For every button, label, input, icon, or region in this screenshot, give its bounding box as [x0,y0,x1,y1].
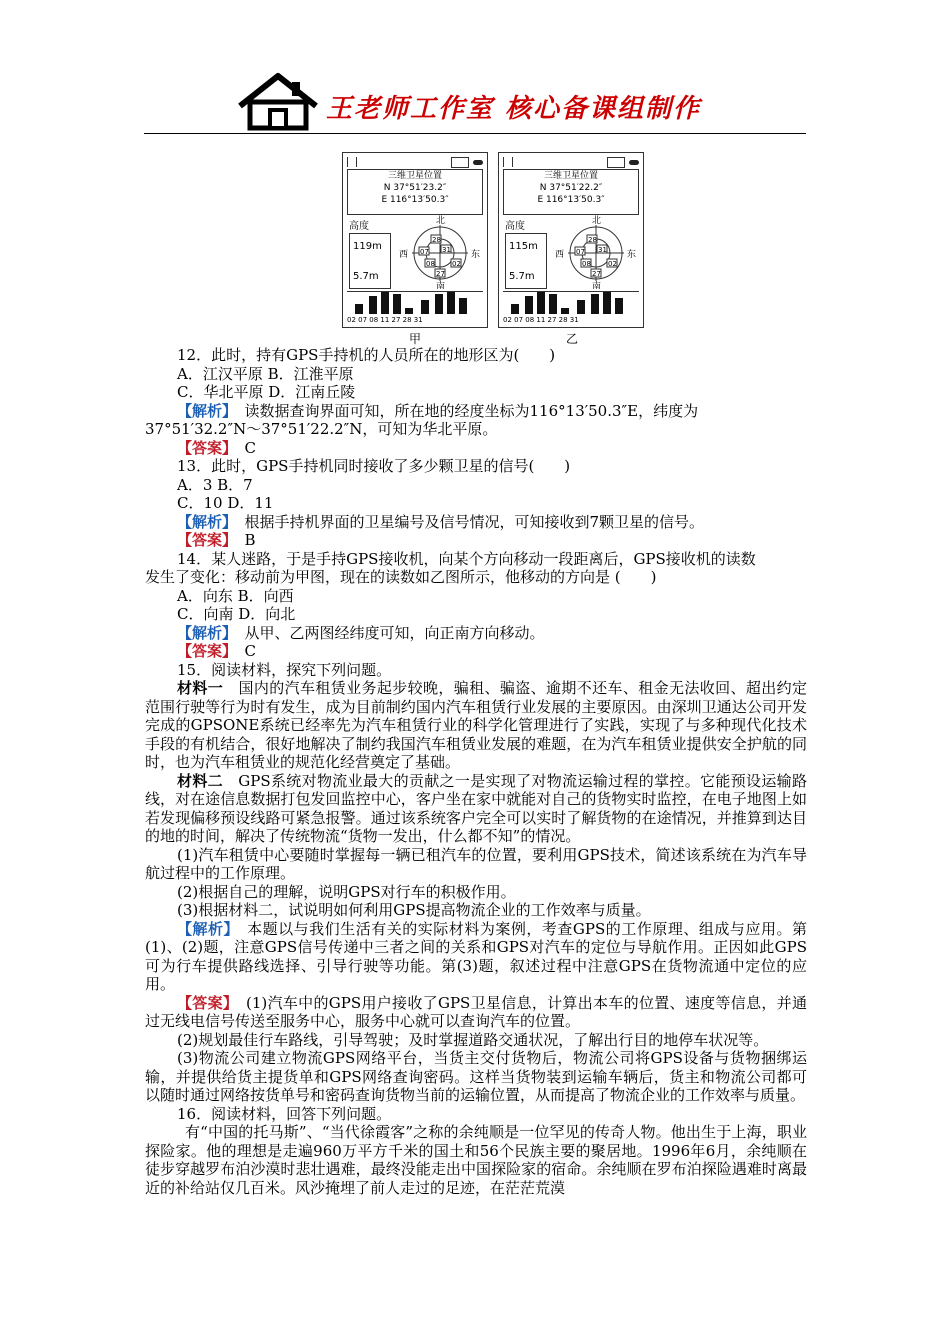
answer-tag: 【答案】 [177,531,230,549]
header-rule [144,133,806,134]
q13-answer: 【答案】 B [177,531,256,549]
signal-bar [369,296,377,314]
sat-label: 27 [436,270,445,278]
explanation-tag: 【解析】 [177,401,230,420]
alt-label: 高度 [505,221,525,232]
material-1: 材料一 国内的汽车租赁业务起步较晚，骗租、骗盗、逾期不还车、租金无法收回、超出约定范围行驶等行为时有发生，成为目前制约国内汽车租赁行业发展的主要原因。由深圳卫通达公司开发完成的GPSONE系统已经率先为汽车租赁行业的科学化管理进行了实践，实现了与多种现代化技术手段的有机结合，很好地解决了制约我国汽车租赁业发展的难题，在为汽车租赁业提供安全护航的同时，也为汽车租赁业的规范化经营奠定了基础。 [145,679,807,771]
sat-label: 31 [598,246,607,254]
alt-value: 115m [509,241,538,252]
material-2: 材料二 GPS系统对物流业最大的贡献之一是实现了对物流运输过程的掌控。它能预设运输路线，对在途信息数据打包发回监控中心，客户坐在家中就能对自己的货物实时监控，在电子地图上如若发现偏移预设线路可紧急报警。通过该系统客户完全可以实时了解货物的在途情况，并推算到达目的地的时间，解决了传统物流“货物一发出，什么都不知”的情况。 [145,771,807,845]
signal-bar [511,304,519,314]
question-13: 13．此时，GPS手持机同时接收了多少颗卫星的信号( ) [177,457,571,475]
signal-bar [603,292,611,314]
question-14-cont: 发生了变化：移动前为甲图，现在的读数如乙图所示，他移动的方向是 ( ) [145,568,657,586]
q16-material: 有“中国的托马斯”、“当代徐霞客”之称的余纯顺是一位罕见的传奇人物。他出生于上海，职业探险家。他的理想是走遍960万平方千米的国土和56个民族主要的聚居地。1996年6月，余纯顺在徒步穿越罗布泊沙漠时悲壮遇难，最终没能走出中国探险家的宿命。余纯顺在罗布泊探险遇难时离最近的补给站仅几百米。风沙掩埋了前人走过的足迹，在茫茫荒漠 [145,1123,807,1197]
signal-bar [393,294,401,314]
q15-part-2: (2)根据自己的理解，说明GPS对行车的积极作用。 [177,882,516,901]
compass-east: 东 [471,250,481,260]
sat-label: 08 [426,260,435,268]
compass-south: 南 [436,282,446,289]
signal-bar [549,294,557,314]
material-1-tag: 材料一 [177,679,224,697]
longitude: E 116°13′50.3″ [537,195,605,205]
compass-west: 西 [399,250,409,260]
panel-title: 三维卫星位置 [543,171,598,181]
signal-bar [577,300,585,314]
q15-part-1: (1)汽车租赁中心要随时掌握每一辆已租汽车的位置，要利用GPS技术，简述该系统在为汽车导航过程中的工作原理。 [145,845,807,882]
house-logo-icon [236,72,320,132]
compass-west: 西 [555,250,565,260]
sat-label: 07 [576,248,585,256]
compass-east: 东 [627,250,637,260]
signal-bar [591,294,599,314]
q15-answer-3: (3)物流公司建立物流GPS网络平台，当货主交付货物后，物流公司将GPS设备与货物捆绑运输，并提供给货主提货单和GPS网络查询密码。这样当货物装到运输车辆后，货主和物流公司都可以随时通过网络按货单号和密码查询货物当前的运输位置，从而提高了物流企业的工作效率与质量。 [145,1049,807,1104]
signal-bar [435,294,443,314]
sky-plot-icon [553,215,639,289]
q13-options-cd: C．10 D．11 [177,494,274,512]
q12-answer: 【答案】 C [177,438,256,457]
alt-label: 高度 [349,221,369,232]
answer-tag: 【答案】 [177,993,231,1012]
q13-options-ab: A．3 B．7 [177,475,253,494]
antenna-icon [629,160,639,165]
signal-bar [355,304,363,314]
material-2-tag: 材料二 [177,771,223,790]
longitude: E 116°13′50.3″ [381,195,449,205]
sat-label: 07 [420,248,429,256]
signal-bars [503,291,639,316]
page-header [0,0,950,140]
explanation-tag: 【解析】 [177,919,232,938]
question-15: 15．阅读材料，探究下列问题。 [177,660,392,679]
signal-bar [615,298,623,314]
signal-bars [347,291,483,316]
signal-bar [381,292,389,314]
compass-south: 南 [592,282,602,289]
sat-ids: 02 07 08 11 27 28 31 [503,316,579,324]
question-16: 16．阅读材料，回答下列问题。 [177,1104,392,1123]
q14-options-cd: C．向南 D．向北 [177,605,296,623]
explanation-tag: 【解析】 [177,623,230,642]
signal-bar [537,292,545,314]
compass-north: 北 [592,216,602,226]
q12-options-cd: C．华北平原 D．江南丘陵 [177,383,356,401]
signal-bar [405,308,413,314]
latitude: N 37°51′23.2″ [383,183,447,193]
q15-part-3: (3)根据材料二，试说明如何利用GPS提高物流企业的工作效率与质量。 [177,901,651,919]
sat-label: 28 [588,236,597,244]
panel-title: 三维卫星位置 [387,171,442,181]
battery-icon [607,157,625,168]
q12-options-ab: A．江汉平原 B．江淮平原 [177,364,354,383]
caption-jia: 甲 [409,332,422,346]
sat-label: 28 [432,236,441,244]
q15-explanation: 【解析】 本题以与我们生活有关的实际材料为案例，考查GPS的工作原理、组成与应用。第(1)、(2)题，注意GPS信号传递中三者之间的关系和GPS对汽车的定位与导航作用。正因如此GPS可为行车提供路线选择、引导行驶等功能。第(3)题，叙述过程中注意GPS在货物流通中定位的应用。 [145,919,807,993]
explanation-tag: 【解析】 [177,512,230,531]
signal-bar [525,296,533,314]
document-body [145,346,807,1197]
sat-label: 02 [608,260,617,268]
latitude: N 37°51′22.2″ [539,183,603,193]
battery-icon [451,157,469,168]
compass-north: 北 [436,216,446,226]
gps-panel-yi [498,152,644,328]
signal-bar [561,308,569,314]
question-12: 12．此时，持有GPS手持机的人员所在的地形区为( ) [177,346,556,364]
q15-answer-2: (2)规划最佳行车路线，引导驾驶；及时掌握道路交通状况，了解出行目的地停车状况等。 [177,1030,769,1049]
answer-tag: 【答案】 [177,642,230,660]
sat-label: 31 [442,246,451,254]
q12-explanation: 【解析】 读数据查询界面可知，所在地的经度坐标为116°13′50.3″E，纬度为 [177,401,699,420]
q13-explanation: 【解析】 根据手持机界面的卫星编号及信号情况，可知接收到7颗卫星的信号。 [177,512,705,531]
sat-ids: 02 07 08 11 27 28 31 [347,316,423,324]
brand-title: 王老师工作室 核心备课组制作 [326,94,702,124]
caption-yi: 乙 [566,332,579,346]
antenna-icon [473,160,483,165]
q14-explanation: 【解析】 从甲、乙两图经纬度可知，向正南方向移动。 [177,623,545,642]
q14-options-ab: A．向东 B．向西 [177,586,294,605]
coord-box [503,169,639,215]
answer-tag: 【答案】 [177,438,230,457]
sat-label: 27 [592,270,601,278]
question-14: 14．某人迷路，于是手持GPS接收机，向某个方向移动一段距离后，GPS接收机的读数 [177,549,756,568]
signal-bar [459,298,467,314]
speed-value: 5.7m [509,271,535,282]
q15-answer-1: 【答案】 (1)汽车中的GPS用户接收了GPS卫星信息，计算出本车的位置、速度等信息，并通过无线电信号传送至服务中心，服务中心就可以查询汽车的位置。 [145,993,807,1030]
sat-label: 08 [582,260,591,268]
sat-label: 02 [452,260,461,268]
q12-explanation-cont: 37°51′32.2″N～37°51′22.2″N，可知为华北平原。 [145,420,498,438]
alt-value: 119m [353,241,382,252]
signal-bar [447,292,455,314]
coord-box [347,169,483,215]
speed-value: 5.7m [353,271,379,282]
signal-bar [421,300,429,314]
q14-answer: 【答案】 C [177,642,256,660]
gps-panel-jia [342,152,488,328]
sky-plot-icon [397,215,483,289]
